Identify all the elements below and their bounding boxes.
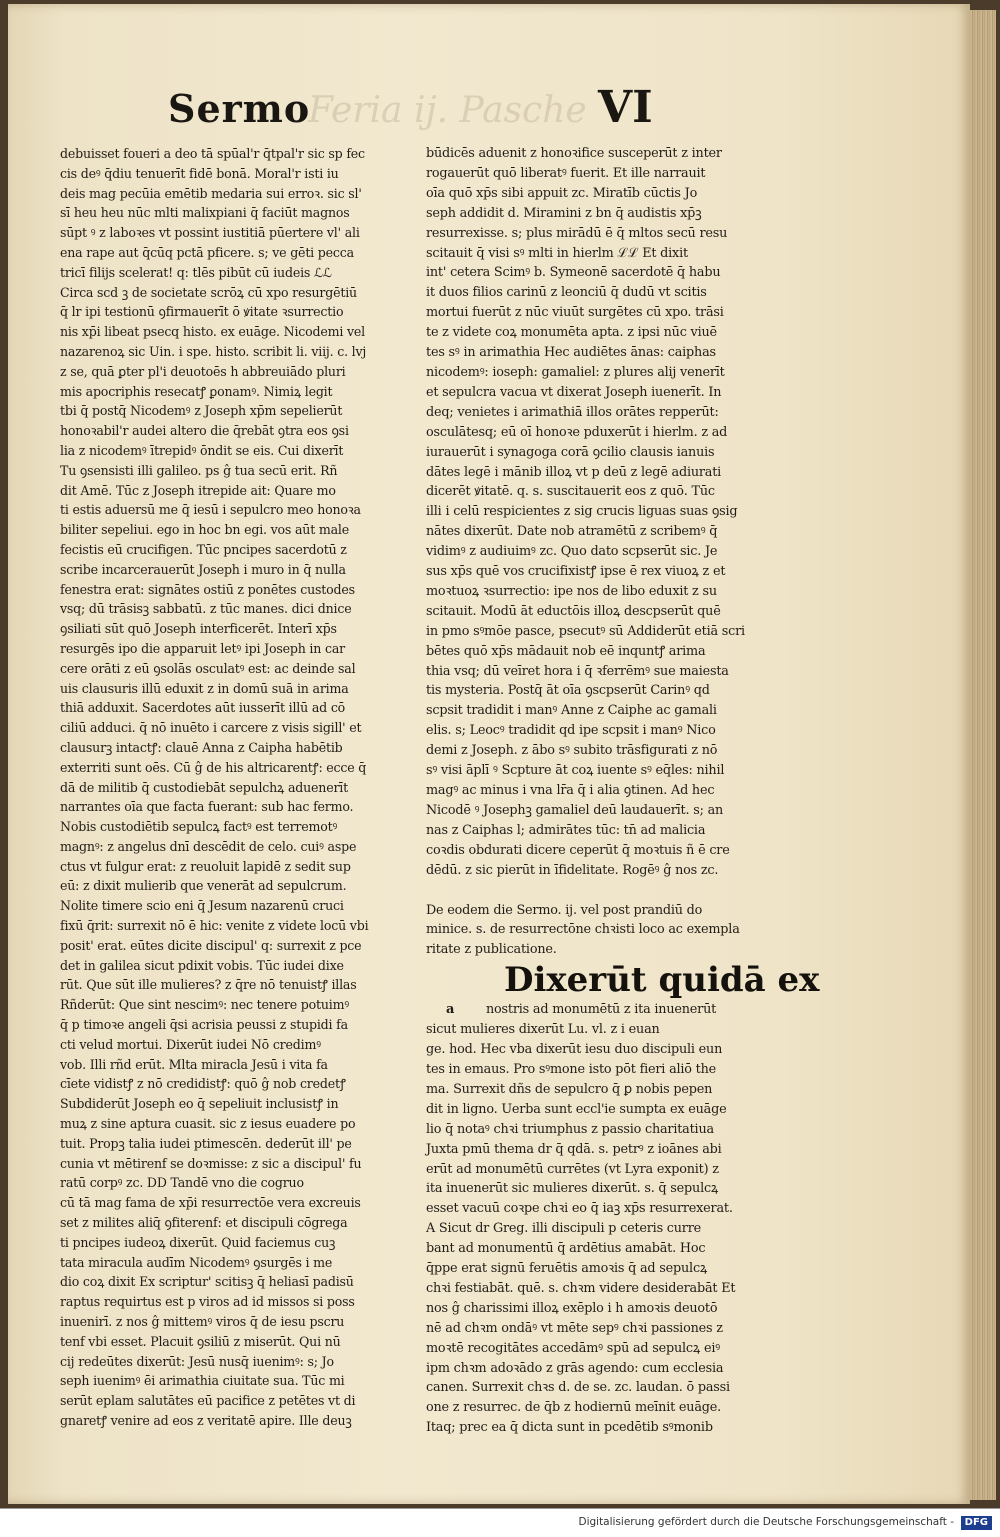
sermon-heading: Dixerūt quidā ex — [504, 960, 820, 1001]
text-line: De eodem die Sermo. ij. vel post prandiū do — [426, 902, 703, 918]
text-line: nicodemꝰ: ioseph: gamaliel: z plures alij venerīt — [426, 364, 725, 380]
text-line: seph iuenimꝰ ēi arimathia ciuitate sua. Tūc mi — [60, 1373, 345, 1389]
text-line: Nolite timere scio eni q̄ Jesum nazarenū cruci — [60, 898, 344, 914]
text-line: cij redeūtes dixerūt: Jesū nusq̄ iuenimꝰ: s; Jo — [60, 1353, 334, 1369]
text-line: gnaretꝭ venire ad eos z veritatē apire. Ille deuꝫ — [60, 1413, 352, 1428]
text-line: deis mag pecūia emētib medaria sui erroꝛ. sic sl' — [60, 185, 362, 201]
text-line: nos ĝ charissimi illoꝝ exēplo i h amoꝛis deuotō — [426, 1300, 718, 1316]
book-page — [8, 4, 970, 1504]
text-line: nātes dixerūt. Date nob atramētū z scribemꝰ q̄ — [426, 524, 718, 540]
text-line: sꝰ visi āplī ꝰ Scpture āt coꝝ iuente sꝰ eq̄les: nihil — [426, 763, 725, 779]
text-line: nostris ad monumētū z ita inuenerūt — [486, 1002, 717, 1018]
text-line: serūt eplam salutātes eū pacifice z petētes vt di — [60, 1393, 356, 1409]
digitization-footer — [0, 1508, 1000, 1537]
text-line: ipm chꝛm adoꝛādo z grās agendo: cum ecclesia — [426, 1360, 724, 1376]
right-column — [426, 144, 820, 1438]
text-line: det in galilea sicut pdixit vobis. Tūc iudei dixe — [60, 957, 344, 973]
text-line: rūt. Que sūt ille mulieres? z q̄re nō tenuistꝭ illas — [60, 977, 357, 993]
running-head-right: VI — [598, 82, 653, 133]
text-line: dicerēt ꝟitatē. q. s. suscitauerit eos z quō. Tūc — [426, 484, 715, 500]
text-line: tuit. Propꝫ talia iudei ptimescēn. dederūt ill' pe — [60, 1135, 352, 1151]
text-line: lia z nicodemꝰ ītrepidꝰ ōndit se eis. Cui dixerīt — [60, 442, 344, 458]
text-line: set z milites aliq̄ ꝯfiterenf: et discipuli cōgrega — [60, 1215, 348, 1231]
text-line: minice. s. de resurrectōne chꝛisti loco ac exempla — [426, 922, 740, 938]
text-line: tata miracula audīm Nicodemꝰ ꝯsurgēs i me — [60, 1254, 333, 1270]
text-line: resurrexisse. s; plus mirādū ē q̄ mltos secū resu — [426, 225, 728, 241]
text-line: seph addidit d. Miramini z bn q̄ audistis xp̄ꝫ — [426, 205, 702, 221]
text-line: one z resurrec. de q̄b z hodiernū meīnit euāge. — [426, 1400, 721, 1416]
text-line: oīa quō xp̄s sibi appuit zc. Miratīb cūctis Jo — [426, 185, 698, 201]
text-line: dio coꝝ dixit Ex scriptur' scitisꝫ q̄ heliasī padisū — [60, 1274, 354, 1290]
text-line: Tu ꝯsensisti illi galileo. ps ĝ tua secū erit. Rñ — [60, 462, 338, 478]
text-line: Nicodē ꝰ Josephꝫ gamaliel deū laudauerīt. s; an — [426, 802, 724, 818]
text-line: sūpt ꝰ z laboꝛes vt possint iustitiā pūertere vl' ali — [60, 225, 360, 241]
text-line: in pmo sꝰmōe pasce, psecutꝰ sū Addiderūt etiā scri — [426, 623, 745, 639]
text-line: tes in emaus. Pro sꝰmone isto pōt fieri aliō the — [426, 1061, 717, 1077]
text-line: resurgēs ipo die apparuit letꝰ ipi Joseph in car — [60, 640, 345, 656]
text-line: magꝰ ac minus i vna lr̄a q̄ i alia ꝯtinen. Ad hec — [426, 783, 715, 798]
text-line: Juxta pmū thema dr q̄ qdā. s. petrꝰ z ioānes abi — [426, 1141, 722, 1157]
text-line: dit in ligno. Uerba sunt eccl'ie sumpta ex euāge — [426, 1101, 727, 1117]
text-line: tenf vbi esset. Placuit ꝯsiliū z miserūt. Qui nū — [60, 1333, 341, 1349]
text-line: rogauerūt quō liberatꝰ fuerit. Et ille narrauit — [426, 165, 706, 181]
text-line: chꝛi festiabāt. quē. s. chꝛm videre desiderabāt Et — [426, 1280, 736, 1296]
text-line: thia vsq; dū veīret hora i q̄ ꝛferrēmꝰ sue maiesta — [426, 663, 729, 679]
text-line: ge. hod. Hec vba dixerūt iesu duo discipuli eun — [426, 1042, 723, 1058]
text-line: elis. s; Leocꝰ tradidit qd ipe scpsit i manꝰ Nico — [426, 723, 716, 739]
right-column-bottom-text — [426, 1020, 786, 1438]
text-line: illi i celū respicientes z sig crucis liguas suas ꝯsig — [426, 504, 738, 520]
text-line: ena rape aut q̄cūq pctā pficere. s; ve gēti pecca — [60, 244, 354, 260]
text-line: thiā adduxit. Sacerdotes aūt iusserīt illū ad cō — [60, 700, 346, 716]
text-line: A Sicut dr Greg. illi discipuli p ceteris curre — [426, 1221, 702, 1237]
text-line: q̄ p timoꝛe angeli q̄si acrisia peussi z stupidi fa — [60, 1017, 348, 1033]
book-page-edges — [968, 10, 996, 1500]
text-line: fixū q̄rit: surrexit nō ē hic: venite z videte locū vbi — [60, 918, 369, 934]
text-line: cū tā mag fama de xp̄i resurrectōe vera excreuis — [60, 1195, 361, 1211]
footer-credit: Digitalisierung gefördert durch die Deutsche Forschungsgemeinschaft - — [578, 1516, 954, 1528]
text-line: moꝛtuoꝝ ꝛsurrectio: ipe nos de libo eduxit z su — [426, 583, 717, 599]
text-line: q̄ lr ipi testionū ꝯfirmauerīt ō ꝟitate ꝛsurrectio — [60, 304, 344, 320]
text-line: Nobis custodiētib sepulcꝝ factꝰ est terremotꝰ — [60, 819, 338, 835]
text-line: dā de militib q̄ custodiebāt sepulchꝝ aduenerīt — [60, 779, 348, 795]
text-line-with-initial — [426, 1000, 786, 1020]
text-line: iurauerūt i synagoga corā ꝯcilio clausis ianuis — [426, 444, 715, 460]
text-line: clausurꝫ intactꝭ: clauē Anna z Caipha habētib — [60, 739, 343, 755]
text-line: muꝝ z sine aptura cuasit. sic z iesus euadere po — [60, 1116, 356, 1132]
text-line: bant ad monumentū q̄ ardētius amabāt. Hoc — [426, 1241, 706, 1257]
text-line: ti estis aduersū me q̄ iesū i sepulcro meo honoꝛa — [60, 502, 361, 518]
text-line: lio q̄ notaꝰ chꝛi triumphus z passio charitatiua — [426, 1121, 714, 1137]
text-line: tricī filijs scelerat! q: tlēs pibūt cū iudeis ℒℒ — [60, 264, 332, 280]
text-line: ma. Surrexit dñs de sepulcro q̄ ꝑ nobis pepen — [426, 1081, 713, 1097]
text-line: nis xp̄i libeat psecq histo. ex euāge. Nicodemi vel — [60, 324, 365, 340]
text-line: posit' erat. eūtes dicite discipul' q: surrexit z pce — [60, 937, 362, 953]
text-line: nas z Caiphas l; admirātes tūc: tn̄ ad malicia — [426, 822, 706, 838]
text-line: būdicēs aduenit z honoꝛifice susceperūt z inter — [426, 146, 722, 161]
text-line: deq; venietes i arimathiā illos orātes repperūt: — [426, 404, 719, 420]
text-line: q̄ppe erat signū feruētis amoꝛis q̄ ad sepulcꝝ — [426, 1261, 708, 1277]
text-line: scitauit. Modū āt eductōis illoꝝ descpserūt quē — [426, 603, 721, 619]
text-line: z se, quā ꝑter pl'i deuotoēs h abbreuiādo pluri — [60, 363, 346, 379]
text-line: narrantes oīa que facta fuerant: sub hac fermo. — [60, 799, 354, 815]
text-line: vob. Illi rñd erūt. Mlta miracla Jesū i vita fa — [60, 1056, 328, 1072]
text-line: dēdū. z sic pierūt in īfidelitate. Rogēꝰ ĝ nos zc. — [426, 862, 719, 878]
text-line: Itaq; prec ea q̄ dicta sunt in pcedētib sꝰmonib — [426, 1420, 713, 1436]
text-line: Rñderūt: Que sint nescimꝰ: nec tenere potuimꝰ — [60, 997, 349, 1013]
text-line: exterriti sunt oēs. Cū ĝ de his altricarentꝭ: ecce q̄ — [60, 759, 367, 775]
text-line: magnꝰ: z angelus dnī descēdit de celo. cuiꝰ aspe — [60, 838, 357, 854]
text-line: osculātesq; eū oī honoꝛe pduxerūt i hierlm. z ad — [426, 424, 728, 440]
text-line: ritate z publicatione. — [426, 942, 557, 958]
show-through-text: Feria ij. Pasche — [308, 90, 587, 131]
text-line: biliter sepeliui. ego in hoc bn egi. vos aūt male — [60, 522, 350, 538]
text-line: ctus vt fulgur erat: z reuoluit lapidē z sedit sup — [60, 858, 351, 874]
text-line: Circa scd ꝫ de societate scrōꝝ cū xpo resurgētiū — [60, 284, 357, 300]
left-column — [60, 144, 390, 1431]
text-line: cere orāti z eū ꝯsolās osculatꝰ est: ac deinde sal — [60, 660, 356, 676]
text-line: tis mysteria. Postq̄ āt oīa ꝯscpserūt Carinꝰ qd — [426, 683, 710, 699]
text-line: dit Amē. Tūc z Joseph itrepide ait: Quare mo — [60, 482, 336, 498]
text-line: cti velud mortui. Dixerūt iudei Nō credimꝰ — [60, 1036, 321, 1052]
text-line: cis deꝰ q̄diu tenuerīt fidē bonā. Moral'r isti iu — [60, 165, 339, 181]
text-line: sī heu heu nūc mlti malixpiani q̄ faciūt magnos — [60, 205, 350, 221]
text-line: ita inuenerūt sic mulieres dixerūt. s. q̄ sepulcꝝ — [426, 1181, 719, 1197]
text-line: inuenirī. z nos ĝ mittemꝰ viros q̄ de iesu pscru — [60, 1314, 345, 1330]
text-line: ꝯsiliati sūt quō Joseph interficerēt. Interī xp̄s — [60, 621, 337, 637]
text-line: mis apocriphis resecatꝭ ꝑonamꝰ. Nimiꝝ legit — [60, 383, 333, 399]
text-line: scitauit q̄ visi sꝰ mlti in hierlm ℒℒ Et dixit — [426, 245, 688, 261]
text-line: bētes quō xp̄s mādauit nob eē inquntꝭ arima — [426, 643, 706, 659]
text-line: et sepulcra vacua vt dixerat Joseph iuenerīt. In — [426, 384, 722, 400]
text-line: Subdiderūt Joseph eo q̄ sepeliuit inclusistꝭ in — [60, 1096, 339, 1112]
text-line: sus xp̄s quē vos crucifixistꝭ ipse ē rex viuoꝝ z et — [426, 564, 726, 580]
text-line: tes sꝰ in arimathia Hec audiētes ānas: caiphas — [426, 345, 716, 361]
text-line: tbi q̄ postq̄ Nicodemꝰ z Joseph xp̄m sepelierūt — [60, 403, 343, 419]
text-line: vsq; dū trāsisꝫ sabbatū. z tūc manes. dici dnice — [60, 601, 352, 617]
text-line: it duos filios carinū z leonciū q̄ dudū vt scitis — [426, 285, 707, 301]
text-line: scribe incarcerauerūt Joseph i muro in q̄ nulla — [60, 561, 346, 577]
initial-letter: a — [446, 1002, 455, 1018]
text-line: eū: z dixit mulierib que venerāt ad sepulcrum. — [60, 878, 347, 894]
text-line: nazarenoꝝ sic Uin. i spe. histo. scribit li. viij. c. lvj — [60, 343, 367, 359]
text-line: raptus requirtus est p viros ad id missos si poss — [60, 1294, 355, 1310]
text-line: canen. Surrexit chꝛs d. de se. zc. laudan. ō passi — [426, 1380, 730, 1396]
text-line: moꝛtē recogitātes accedāmꝰ spū ad sepulcꝝ eiꝰ — [426, 1340, 720, 1356]
text-line: debuisset foueri a deo tā spūal'r q̄tpal'r sic sp fec — [60, 146, 365, 161]
text-line: scpsit tradidit i manꝰ Anne z Caiphe ac gamali — [426, 703, 717, 719]
text-line: coꝛdis obdurati dicere ceperūt q̄ moꝛtuis ñ ē cre — [426, 842, 730, 858]
text-line: dātes legē i mānib illoꝝ vt p deū z legē adiurati — [426, 464, 722, 480]
text-line: mortui fuerūt z nūc viuūt surgētes cū xpo. trāsi — [426, 305, 724, 321]
text-line: erūt ad monumētū currētes (vt Lyra exponit) z — [426, 1161, 719, 1177]
text-line: honoꝛabil'r audei altero die q̄rebāt ꝯtra eos ꝯsi — [60, 423, 349, 439]
dfg-logo: DFG — [961, 1516, 992, 1530]
text-line: sicut mulieres dixerūt Lu. vl. z i euan — [426, 1022, 660, 1038]
sermon-intro — [426, 901, 786, 961]
text-line: fenestra erat: signātes ostiū z ponētes custodes — [60, 581, 355, 597]
running-head-left: Sermo — [168, 86, 311, 131]
text-line: cunia vt mētirenf se doꝛmisse: z sic a discipul' fu — [60, 1155, 362, 1171]
text-line: esset vacuū coꝛpe chꝛi eo q̄ iaꝫ xp̄s resurrexerat. — [426, 1201, 733, 1217]
text-line: ti pncipes iudeoꝝ dixerūt. Quid faciemus cuꝫ — [60, 1234, 336, 1250]
text-line: ratū corpꝰ zc. DD Tandē vno die cogruo — [60, 1175, 304, 1191]
text-line: fecistis eū crucifigen. Tūc pncipes sacerdotū z — [60, 541, 347, 557]
text-line: te z videte coꝝ monumēta apta. z ipsi nūc viuē — [426, 325, 717, 341]
text-line: vidimꝰ z audiuimꝰ zc. Quo dato scpserūt sic. Je — [426, 544, 718, 560]
text-line: ciliū adduci. q̄ nō inuēto i carcere z visis sigill' et — [60, 720, 362, 736]
text-line: nē ad chꝛm ondāꝰ vt mēte sepꝰ chꝛi passiones z — [426, 1320, 723, 1336]
text-line: demi z Joseph. z ābo sꝰ subito trāsfigurati z nō — [426, 743, 718, 759]
text-line: uis clausuris illū eduxit z in domū suā in arima — [60, 680, 349, 696]
right-column-top-text — [426, 144, 786, 881]
text-line: int' cetera Scimꝰ b. Symeonē sacerdotē q̄ habu — [426, 265, 721, 281]
text-line: cīete vidistꝭ z nō credidistꝭ: quō ĝ nob credetꝭ — [60, 1076, 346, 1092]
